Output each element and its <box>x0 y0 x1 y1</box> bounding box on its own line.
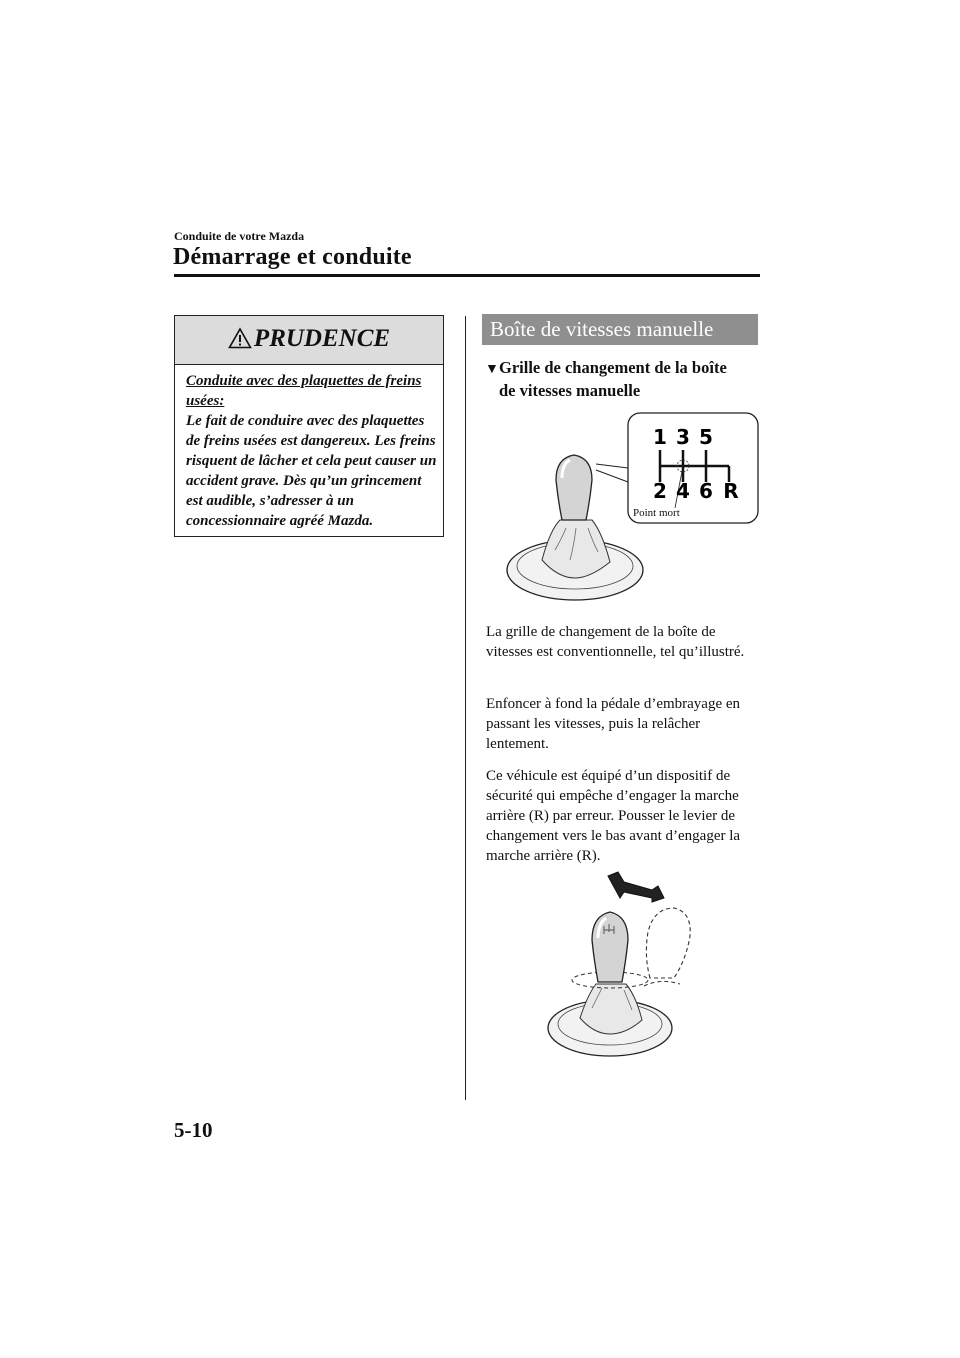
reverse-engage-figure <box>540 868 710 1060</box>
triangle-marker-icon: ▼ <box>485 362 499 377</box>
gear-4: 4 <box>676 479 690 503</box>
header-rule <box>174 274 760 277</box>
shift-pattern-figure <box>500 410 760 610</box>
gear-5: 5 <box>699 425 713 449</box>
page-title: Démarrage et conduite <box>173 244 412 270</box>
gear-r: R <box>723 479 739 503</box>
neutral-label: Point mort <box>633 507 680 519</box>
section-title: Boîte de vitesses manuelle <box>482 314 758 345</box>
column-divider <box>465 316 466 1100</box>
subsection-heading <box>485 357 760 401</box>
warning-icon <box>228 327 252 349</box>
paragraph-3: Ce véhicule est équipé d’un dispositif de sécurité qui empêche d’engager la marche arrière (R) par erreur. Pousser le levier de changement vers le bas avant d’engager la marche arrière (R). <box>486 768 741 864</box>
caution-body <box>186 371 438 531</box>
caution-heading: PRUDENCE <box>253 325 391 352</box>
subhead-line-1: Grille de changement de la boîte <box>499 358 727 377</box>
caution-box <box>174 315 444 537</box>
gear-3: 3 <box>676 425 690 449</box>
gear-1: 1 <box>653 425 667 449</box>
paragraph-1: La grille de changement de la boîte de vitesses est conventionnelle, tel qu’illustré. <box>486 624 745 660</box>
caution-subtitle: Conduite avec des plaquettes de freins usées: <box>186 373 422 409</box>
subhead-line-2: de vitesses manuelle <box>499 381 641 400</box>
paragraph-2: Enfoncer à fond la pédale d’embrayage en passant les vitesses, puis la relâcher lentement. <box>486 696 741 752</box>
chapter-title: Conduite de votre Mazda <box>174 229 305 243</box>
caution-header <box>175 316 443 365</box>
gear-2: 2 <box>653 479 667 503</box>
page-number: 5-10 <box>174 1118 213 1142</box>
caution-text: Le fait de conduire avec des plaquettes de freins usées est dangereux. Les freins risquent de lâcher et cela peut causer un accident grave. Dès qu’un grincement est audible, s’adresser à un concessionnaire agréé Mazda. <box>186 413 437 529</box>
gear-6: 6 <box>699 479 713 503</box>
